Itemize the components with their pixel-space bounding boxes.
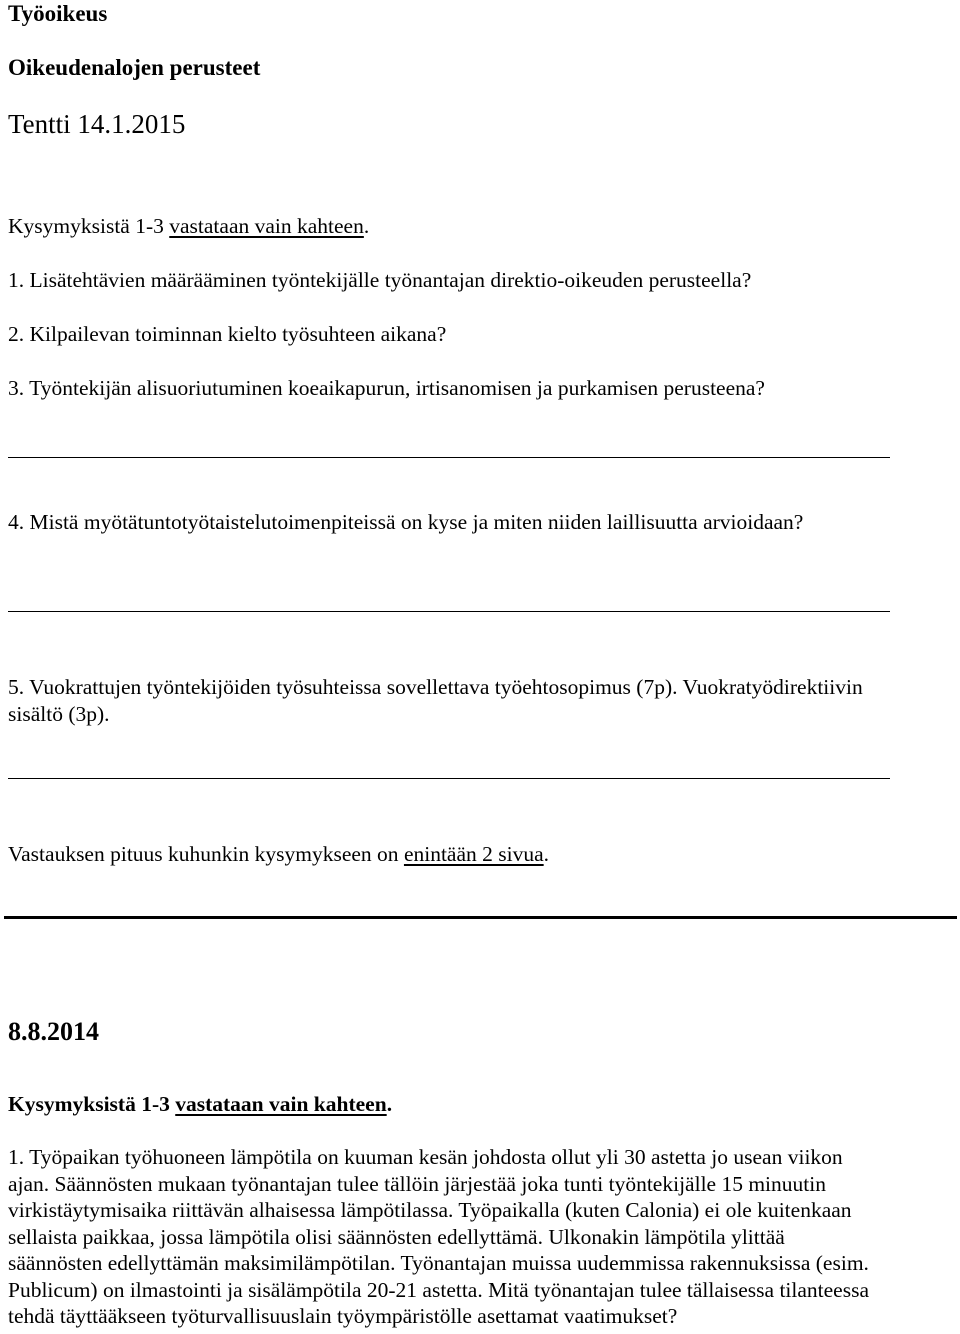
separator-line [8, 457, 890, 458]
exam1-question-3: 3. Työntekijän alisuoriutuminen koeaikapurun, irtisanomisen ja purkamisen perusteena? [8, 376, 765, 400]
exam2-question-1-line: 1. Työpaikan työhuoneen lämpötila on kuuman kesän johdosta ollut yli 30 astetta jo usean viikon [8, 1145, 843, 1169]
exam1-instruction [8, 216, 369, 238]
section-divider [4, 916, 957, 919]
separator-line [8, 611, 890, 612]
length-note-prefix: Vastauksen pituus kuhunkin kysymykseen on [8, 842, 404, 866]
exam1-question-2: 2. Kilpailevan toiminnan kielto työsuhteen aikana? [8, 322, 447, 346]
exam2-question-1-line: virkistäytymisaika riittävän alhaisessa lämpötilassa. Työpaikalla (kuten Calonia) ei ole kuitenkaan [8, 1198, 852, 1222]
exam2-question-1-line: säännösten edellyttämän maksimilämpötilan. Työnantajan muissa uudemmissa rakennuksissa (esim. [8, 1251, 869, 1275]
exam1-question-5-line-1: 5. Vuokrattujen työntekijöiden työsuhteissa sovellettava työehtosopimus (7p). Vuokratyödirektiivin [8, 675, 863, 699]
exam-date-heading: Tentti 14.1.2015 [8, 109, 186, 139]
subject-heading: Työoikeus [8, 1, 108, 26]
exam1-question-5-line-2: sisältö (3p). [8, 702, 110, 726]
exam2-question-1-line: tehdä täyttääkseen työturvallisuuslain työympäristölle asettamat vaatimukset? [8, 1304, 678, 1328]
length-note-suffix: . [543, 842, 550, 866]
exam1-question-4: 4. Mistä myötätuntotyötaistelutoimenpiteissä on kyse ja miten niiden laillisuutta arvioidaan? [8, 510, 804, 534]
exam2-instruction-suffix: . [386, 1092, 393, 1116]
separator-line [8, 778, 890, 779]
exam2-date-heading: 8.8.2014 [8, 1017, 99, 1046]
exam2-instruction-prefix: Kysymyksistä 1-3 [8, 1092, 176, 1116]
length-note-underlined: enintään 2 sivua [403, 842, 544, 866]
exam1-instruction-suffix: . [363, 214, 370, 238]
exam2-question-1 [8, 1144, 948, 1330]
exam2-instruction [8, 1094, 392, 1116]
course-heading: Oikeudenalojen perusteet [8, 55, 261, 80]
exam1-instruction-underlined: vastataan vain kahteen [169, 214, 364, 238]
exam2-question-1-line: ajan. Säännösten mukaan työnantajan tulee tällöin järjestää joka tunti työntekijälle 15 minuutin [8, 1171, 826, 1196]
exam2-question-1-line: sellaista paikkaa, jossa lämpötila olisi säännösten edellyttämä. Ulkonakin lämpötila ylittää [8, 1224, 785, 1249]
exam2-instruction-underlined: vastataan vain kahteen [175, 1092, 387, 1116]
exam1-question-1: 1. Lisätehtävien määrääminen työntekijälle työnantajan direktio-oikeuden perusteella? [8, 268, 752, 292]
exam1-instruction-prefix: Kysymyksistä 1-3 [8, 214, 170, 238]
exam1-length-note [8, 844, 549, 866]
exam2-question-1-line: Publicum) on ilmastointi ja sisälämpötila 20-21 astetta. Mitä työnantajan tulee tällaisessa tilanteessa [8, 1277, 869, 1302]
